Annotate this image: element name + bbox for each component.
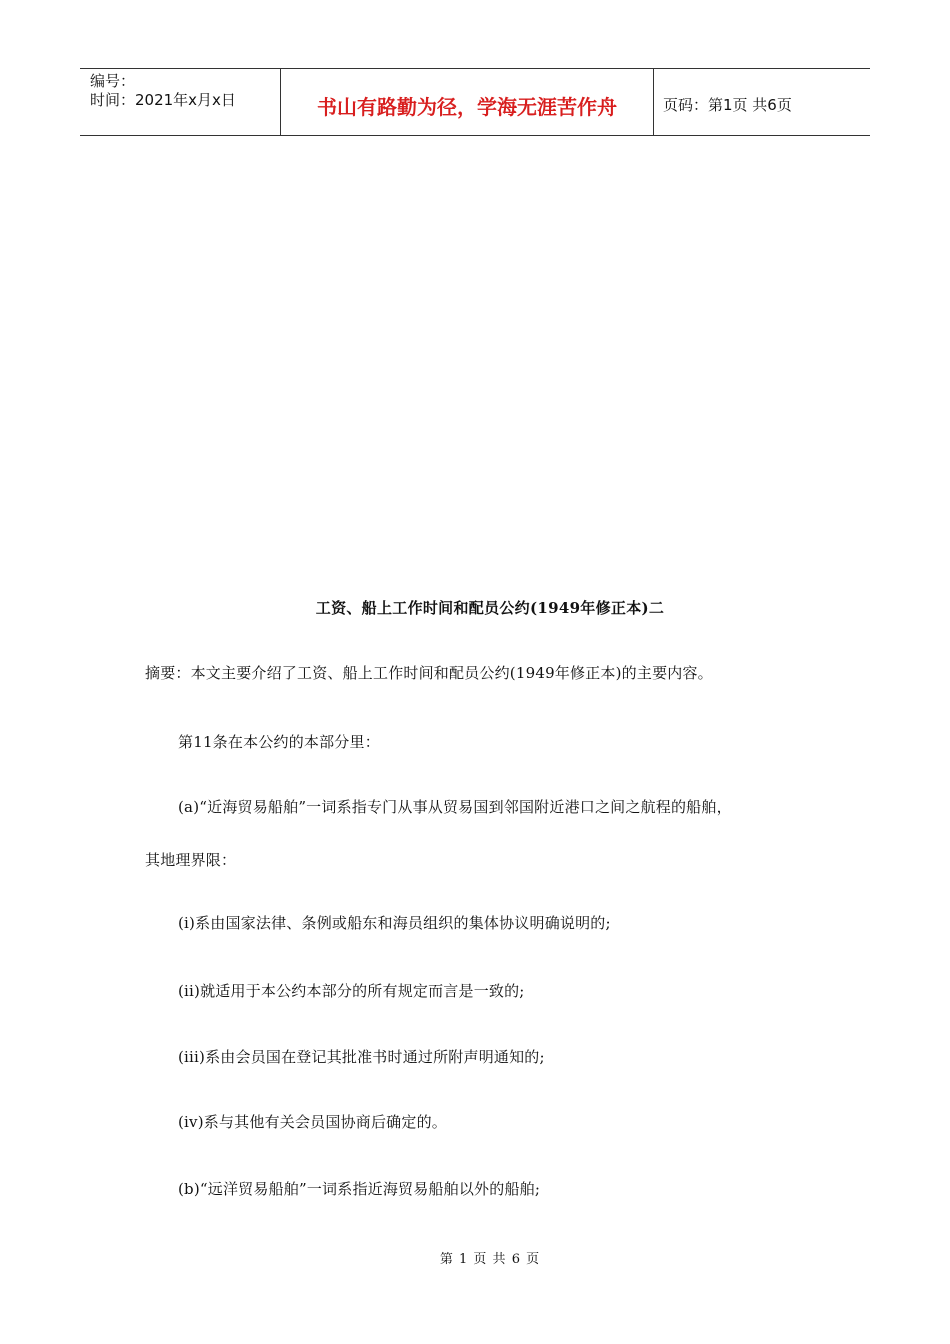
header-page-info: 页码：第1页 共6页 bbox=[663, 95, 792, 114]
clause-iv: (iv)系与其他有关会员国协商后确定的。 bbox=[178, 1113, 447, 1131]
header-motto: 书山有路勤为径，学海无涯苦作舟 bbox=[281, 69, 654, 135]
date-line: 时间：2021年x月x日 bbox=[90, 91, 236, 109]
clause-a-line1: (a)“近海贸易船舶”一词系指专门从事从贸易国到邻国附近港口之间之航程的船舶， bbox=[178, 798, 732, 816]
footer-page-number: 第 1 页 共 6 页 bbox=[439, 1252, 541, 1267]
article-heading: 第11条在本公约的本部分里： bbox=[178, 733, 380, 751]
abstract-paragraph: 摘要：本文主要介绍了工资、船上工作时间和配员公约(1949年修正本)的主要内容。 bbox=[145, 664, 713, 682]
document-title: 工资、船上工作时间和配员公约(1949年修正本)二 bbox=[315, 599, 665, 617]
clause-a-line2: 其地理界限： bbox=[145, 851, 237, 869]
clause-b: (b)“远洋贸易船舶”一词系指近海贸易船舶以外的船舶; bbox=[178, 1180, 541, 1198]
clause-ii: (ii)就适用于本公约本部分的所有规定而言是一致的; bbox=[178, 982, 525, 1000]
header-table bbox=[80, 68, 870, 136]
header-info-cell bbox=[80, 69, 281, 135]
clause-i: (i)系由国家法律、条例或船东和海员组织的集体协议明确说明的; bbox=[178, 914, 611, 932]
clause-iii: (iii)系由会员国在登记其批准书时通过所附声明通知的; bbox=[178, 1048, 545, 1066]
serial-number-label: 编号： bbox=[90, 72, 136, 90]
